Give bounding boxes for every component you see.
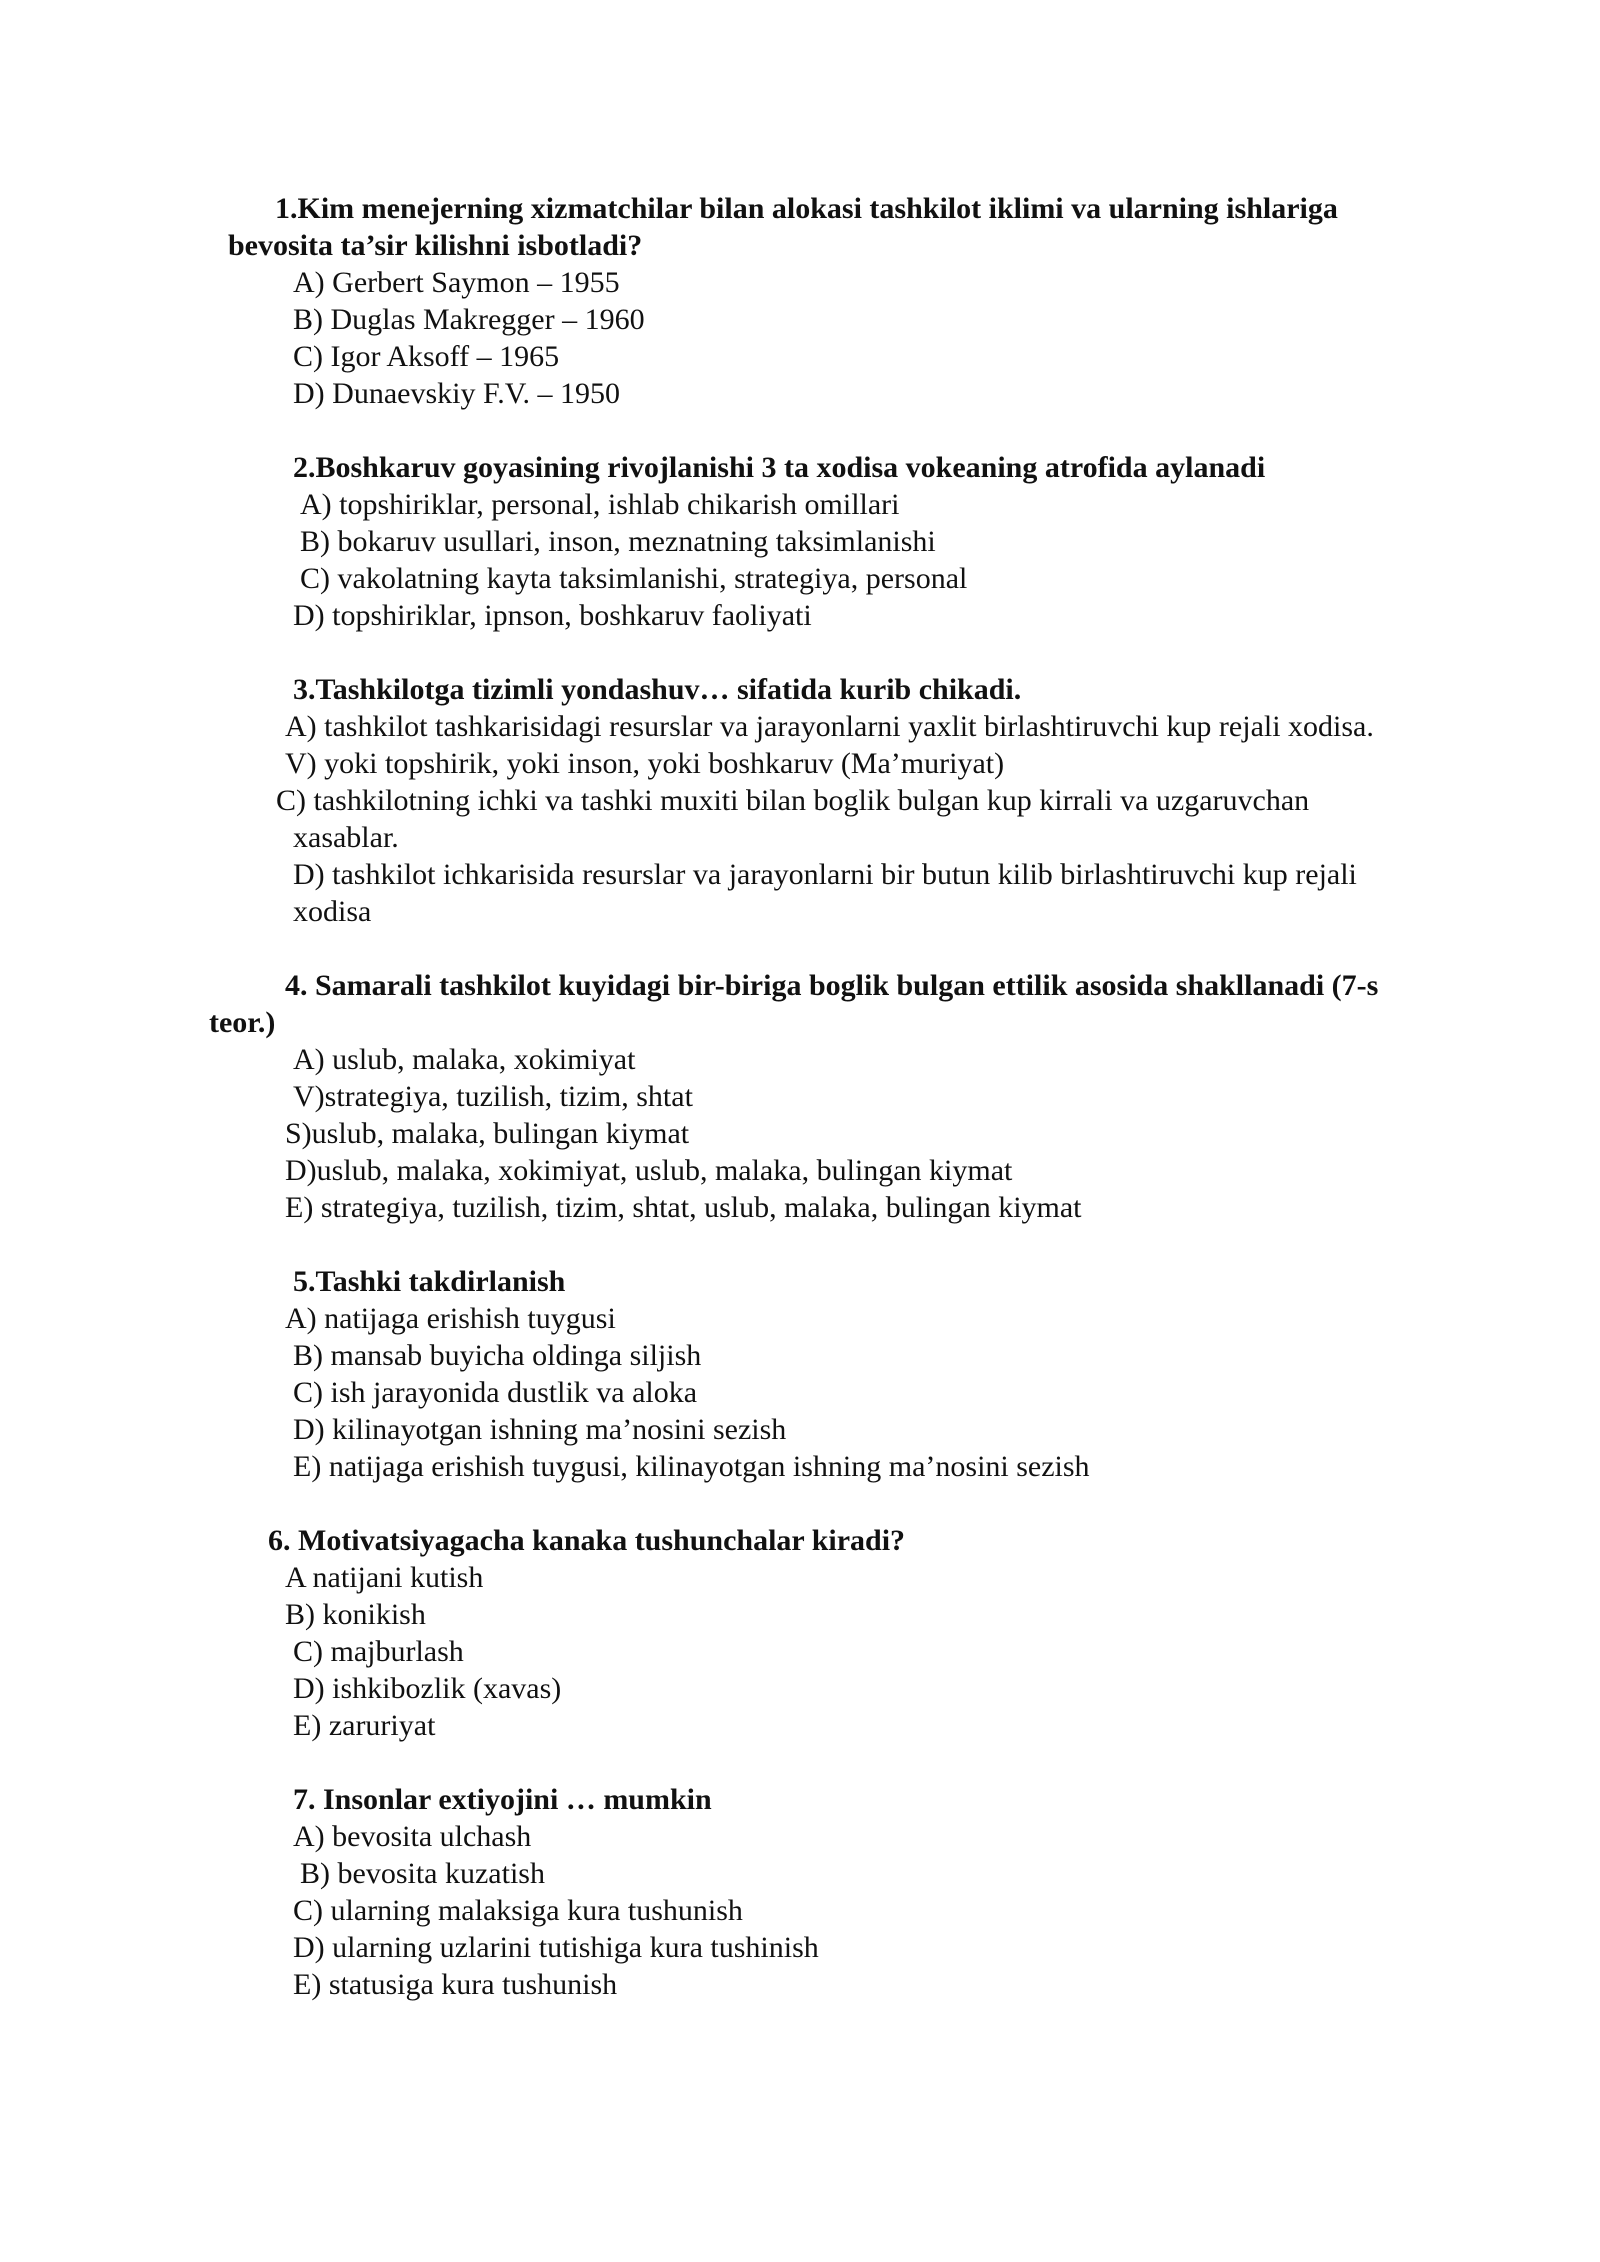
question-7-option-d: D) ularning uzlarini tutishiga kura tushinish — [293, 1931, 819, 1964]
question-2-option-a: A) topshiriklar, personal, ishlab chikarish omillari — [300, 488, 900, 521]
question-2-title: 2.Boshkaruv goyasining rivojlanishi 3 ta xodisa vokeaning atrofida aylanadi — [293, 451, 1266, 484]
question-3-title: 3.Tashkilotga tizimli yondashuv… sifatida kurib chikadi. — [293, 673, 1022, 706]
question-1-option-b: B) Duglas Makregger – 1960 — [293, 303, 645, 336]
question-1-title-line-1: 1.Kim menejerning xizmatchilar bilan alokasi tashkilot iklimi va ularning ishlariga — [275, 192, 1338, 225]
question-5-title: 5.Tashki takdirlanish — [293, 1265, 566, 1298]
question-4-option-v: V)strategiya, tuzilish, tizim, shtat — [293, 1080, 693, 1113]
question-7-title: 7. Insonlar extiyojini … mumkin — [293, 1783, 712, 1816]
question-3-option-d-line-2: xodisa — [293, 895, 372, 928]
question-6-option-e: E) zaruriyat — [293, 1709, 436, 1742]
question-3-option-a: A) tashkilot tashkarisidagi resurslar va jarayonlarni yaxlit birlashtiruvchi kup rejali xodisa. — [285, 710, 1374, 743]
question-4-option-a: A) uslub, malaka, xokimiyat — [293, 1043, 636, 1076]
question-1-option-a: A) Gerbert Saymon – 1955 — [293, 266, 620, 299]
question-7-option-a: A) bevosita ulchash — [293, 1820, 532, 1853]
question-3-option-v: V) yoki topshirik, yoki inson, yoki boshkaruv (Ma’muriyat) — [285, 747, 1005, 780]
question-1-title-line-2: bevosita ta’sir kilishni isbotladi? — [228, 229, 643, 262]
question-3-option-d-line-1: D) tashkilot ichkarisida resurslar va jarayonlarni bir butun kilib birlashtiruvchi kup rejali — [293, 858, 1357, 891]
question-6-option-c: C) majburlash — [293, 1635, 464, 1668]
question-4-title-line-2: teor.) — [209, 1006, 276, 1039]
question-4-option-e: E) strategiya, tuzilish, tizim, shtat, uslub, malaka, bulingan kiymat — [285, 1191, 1082, 1224]
question-4-title-line-1: 4. Samarali tashkilot kuyidagi bir-biriga boglik bulgan ettilik asosida shakllanadi (7-s — [285, 969, 1379, 1002]
question-3-option-c-line-1: C) tashkilotning ichki va tashki muxiti bilan boglik bulgan kup kirrali va uzgaruvchan — [276, 784, 1310, 817]
question-2-option-b: B) bokaruv usullari, inson, meznatning taksimlanishi — [300, 525, 936, 558]
question-7-option-c: C) ularning malaksiga kura tushunish — [293, 1894, 743, 1927]
question-3-option-c-line-2: xasablar. — [293, 821, 399, 854]
question-7-option-b: B) bevosita kuzatish — [300, 1857, 545, 1890]
question-1-option-c: C) Igor Aksoff – 1965 — [293, 340, 560, 373]
question-6-option-d: D) ishkibozlik (xavas) — [293, 1672, 562, 1705]
question-5-option-c: C) ish jarayonida dustlik va aloka — [293, 1376, 698, 1409]
question-5-option-b: B) mansab buyicha oldinga siljish — [293, 1339, 702, 1372]
question-6-title: 6. Motivatsiyagacha kanaka tushunchalar kiradi? — [268, 1524, 906, 1557]
question-2-option-d: D) topshiriklar, ipnson, boshkaruv faoliyati — [293, 599, 812, 632]
question-4-option-d: D)uslub, malaka, xokimiyat, uslub, malaka, bulingan kiymat — [285, 1154, 1013, 1187]
question-4-option-s: S)uslub, malaka, bulingan kiymat — [285, 1117, 690, 1150]
question-2-option-c: C) vakolatning kayta taksimlanishi, strategiya, personal — [300, 562, 968, 595]
question-5-option-e: E) natijaga erishish tuygusi, kilinayotgan ishning ma’nosini sezish — [293, 1450, 1090, 1483]
question-7-option-e: E) statusiga kura tushunish — [293, 1968, 618, 2001]
question-6-option-b: B) konikish — [285, 1598, 426, 1631]
question-5-option-d: D) kilinayotgan ishning ma’nosini sezish — [293, 1413, 787, 1446]
question-5-option-a: A) natijaga erishish tuygusi — [285, 1302, 616, 1335]
question-1-option-d: D) Dunaevskiy F.V. – 1950 — [293, 377, 621, 410]
question-6-option-a: A natijani kutish — [285, 1561, 484, 1594]
